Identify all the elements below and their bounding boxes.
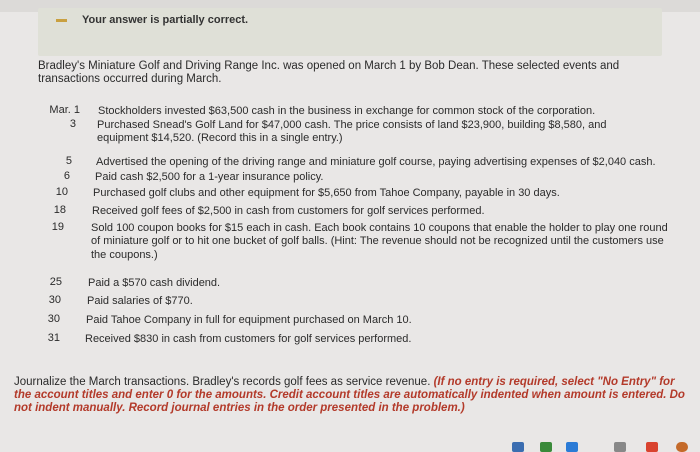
app-icon[interactable] [566, 442, 578, 452]
event-date: 30 [48, 294, 61, 306]
event-date: 19 [51, 221, 64, 233]
problem-intro: Bradley's Miniature Golf and Driving Range Inc. was opened on March 1 by Bob Dean. These selected events and transactions occurred during March. [38, 60, 620, 85]
event-text: Stockholders invested $63,500 cash in the business in exchange for common stock of the corporation. [98, 105, 596, 117]
app-icon[interactable] [540, 442, 552, 452]
event-text: Purchased Snead's Golf Land for $47,000 cash. The price consists of land $23,900, building $8,580, and equipment $14,520. (Record this in a single entry.) [97, 119, 607, 145]
event-text: Paid salaries of $770. [87, 295, 193, 307]
instructions-note: (If no entry is required, select "No Entry" for the account titles and enter 0 for the amounts. Credit account titles are automatically indented when amount is entered. Do not indent manually. Record journal entries in the order presented in the problem.) [14, 376, 685, 414]
app-icon[interactable] [676, 442, 688, 452]
app-icon[interactable] [512, 442, 524, 452]
event-date: 10 [55, 186, 68, 198]
app-icon[interactable] [646, 442, 658, 452]
app-icon[interactable] [614, 442, 626, 452]
event-text: Paid cash $2,500 for a 1-year insurance policy. [95, 171, 324, 183]
event-text: Paid Tahoe Company in full for equipment purchased on March 10. [86, 314, 412, 326]
event-date: 18 [53, 204, 66, 216]
event-date: 30 [47, 313, 60, 325]
status-message: Your answer is partially correct. [82, 14, 249, 26]
journal-instructions [14, 376, 690, 415]
event-date: Mar. 1 [49, 104, 80, 116]
bottom-strip [0, 438, 700, 452]
event-text: Purchased golf clubs and other equipment for $5,650 from Tahoe Company, payable in 30 days. [93, 187, 560, 199]
event-date: 6 [63, 170, 70, 182]
event-date: 31 [47, 332, 60, 344]
instructions-text: Journalize the March transactions. Bradley's records golf fees as service revenue. [14, 376, 434, 388]
event-text: Received golf fees of $2,500 in cash from customers for golf services performed. [92, 205, 485, 217]
event-date: 3 [69, 118, 76, 130]
event-text: Sold 100 coupon books for $15 each in cash. Each book contains 10 coupons that enable the holder to play one round of miniature golf or to hit one bucket of golf balls. (Hint: The revenue should not be recognized until the customers use the coupons.) [91, 222, 668, 261]
event-date: 25 [49, 276, 62, 288]
event-text: Advertised the opening of the driving range and miniature golf course, paying advertising expenses of $2,040 cash. [96, 156, 656, 168]
event-date: 5 [65, 155, 72, 167]
event-text: Paid a $570 cash dividend. [88, 277, 221, 289]
event-text: Received $830 in cash from customers for golf services performed. [85, 333, 412, 345]
